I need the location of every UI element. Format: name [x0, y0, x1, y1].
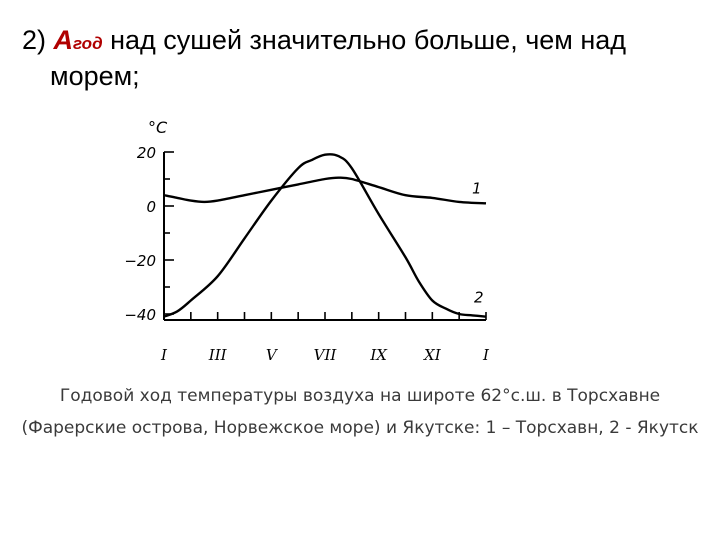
chart-caption-line2: (Фарерские острова, Норвежское море) и Якутске: 1 – Торсхавн, 2 - Якутск: [21, 418, 699, 438]
variable-a: A: [53, 25, 74, 55]
point-number: 2): [22, 25, 47, 55]
x-tick-label: III: [208, 346, 227, 364]
series-label-2: 2: [474, 288, 484, 307]
x-tick-label: VII: [313, 346, 337, 364]
series-line-1: [164, 178, 486, 204]
point-text: над сушей значительно больше, чем над: [102, 25, 627, 55]
y-tick-label: −40: [124, 306, 156, 324]
x-tick-label: IX: [370, 346, 387, 364]
chart-caption-line1: Годовой ход температуры воздуха на широте 62°с.ш. в Торсхавне: [59, 386, 661, 406]
x-tick-label: V: [265, 346, 277, 364]
point-text-line2: морем;: [50, 61, 140, 91]
x-tick-label: XI: [424, 346, 441, 364]
series-label-1: 1: [472, 179, 482, 198]
y-unit-label: °C: [148, 118, 168, 137]
variable-a-subscript: год: [73, 34, 103, 53]
x-tick-label: I: [161, 346, 167, 364]
y-tick-label: −20: [124, 252, 156, 270]
y-tick-label: 0: [146, 198, 156, 216]
y-tick-label: 20: [136, 144, 156, 162]
x-tick-label: I: [483, 346, 489, 364]
